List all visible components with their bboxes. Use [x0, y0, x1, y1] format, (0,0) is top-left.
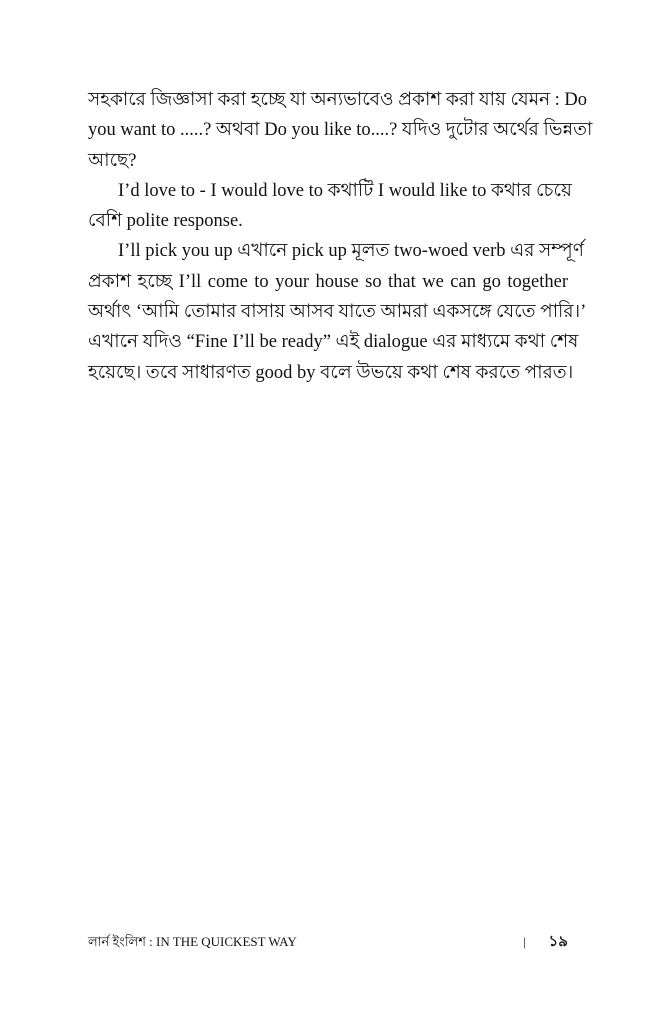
paragraph-line: I’ll pick you up এখানে pick up মূলত two-woed verb এর সম্পূর্ণ — [118, 241, 584, 262]
paragraph-line: বেশি polite response. — [88, 211, 243, 232]
footer-separator: | — [523, 934, 526, 949]
page-body — [88, 85, 593, 388]
paragraph-line: আছে? — [88, 150, 137, 171]
paragraph-line: I’d love to - I would love to কথাটি I would like to কথার চেয়ে — [118, 180, 572, 201]
running-title: লার্ন ইংলিশ : IN THE QUICKEST WAY — [88, 934, 297, 949]
paragraph-line: সহকারে জিজ্ঞাসা করা হচ্ছে যা অন্যভাবেও প্রকাশ করা যায় যেমন : Do — [88, 90, 588, 110]
page-number: ১৯ — [548, 934, 568, 950]
paragraph-line: you want to .....? অথবা Do you like to....? যদিও দুটোর অর্থের ভিন্নতা — [88, 120, 593, 141]
paragraph-line: হয়েছে। তবে সাধারণত good by বলে উভয়ে কথা শেষ করতে পারত। — [88, 362, 574, 383]
paragraph-line: এখানে যদিও “Fine I’ll be ready” এই dialogue এর মাধ্যমে কথা শেষ — [88, 332, 579, 353]
page-footer — [88, 931, 568, 953]
paragraph-line: প্রকাশ হচ্ছে I’ll come to your house so that we can go together — [88, 271, 568, 292]
paragraph-line: অর্থাৎ ‘আমি তোমার বাসায় আসব যাতে আমরা একসঙ্গে যেতে পারি।’ — [88, 302, 587, 323]
